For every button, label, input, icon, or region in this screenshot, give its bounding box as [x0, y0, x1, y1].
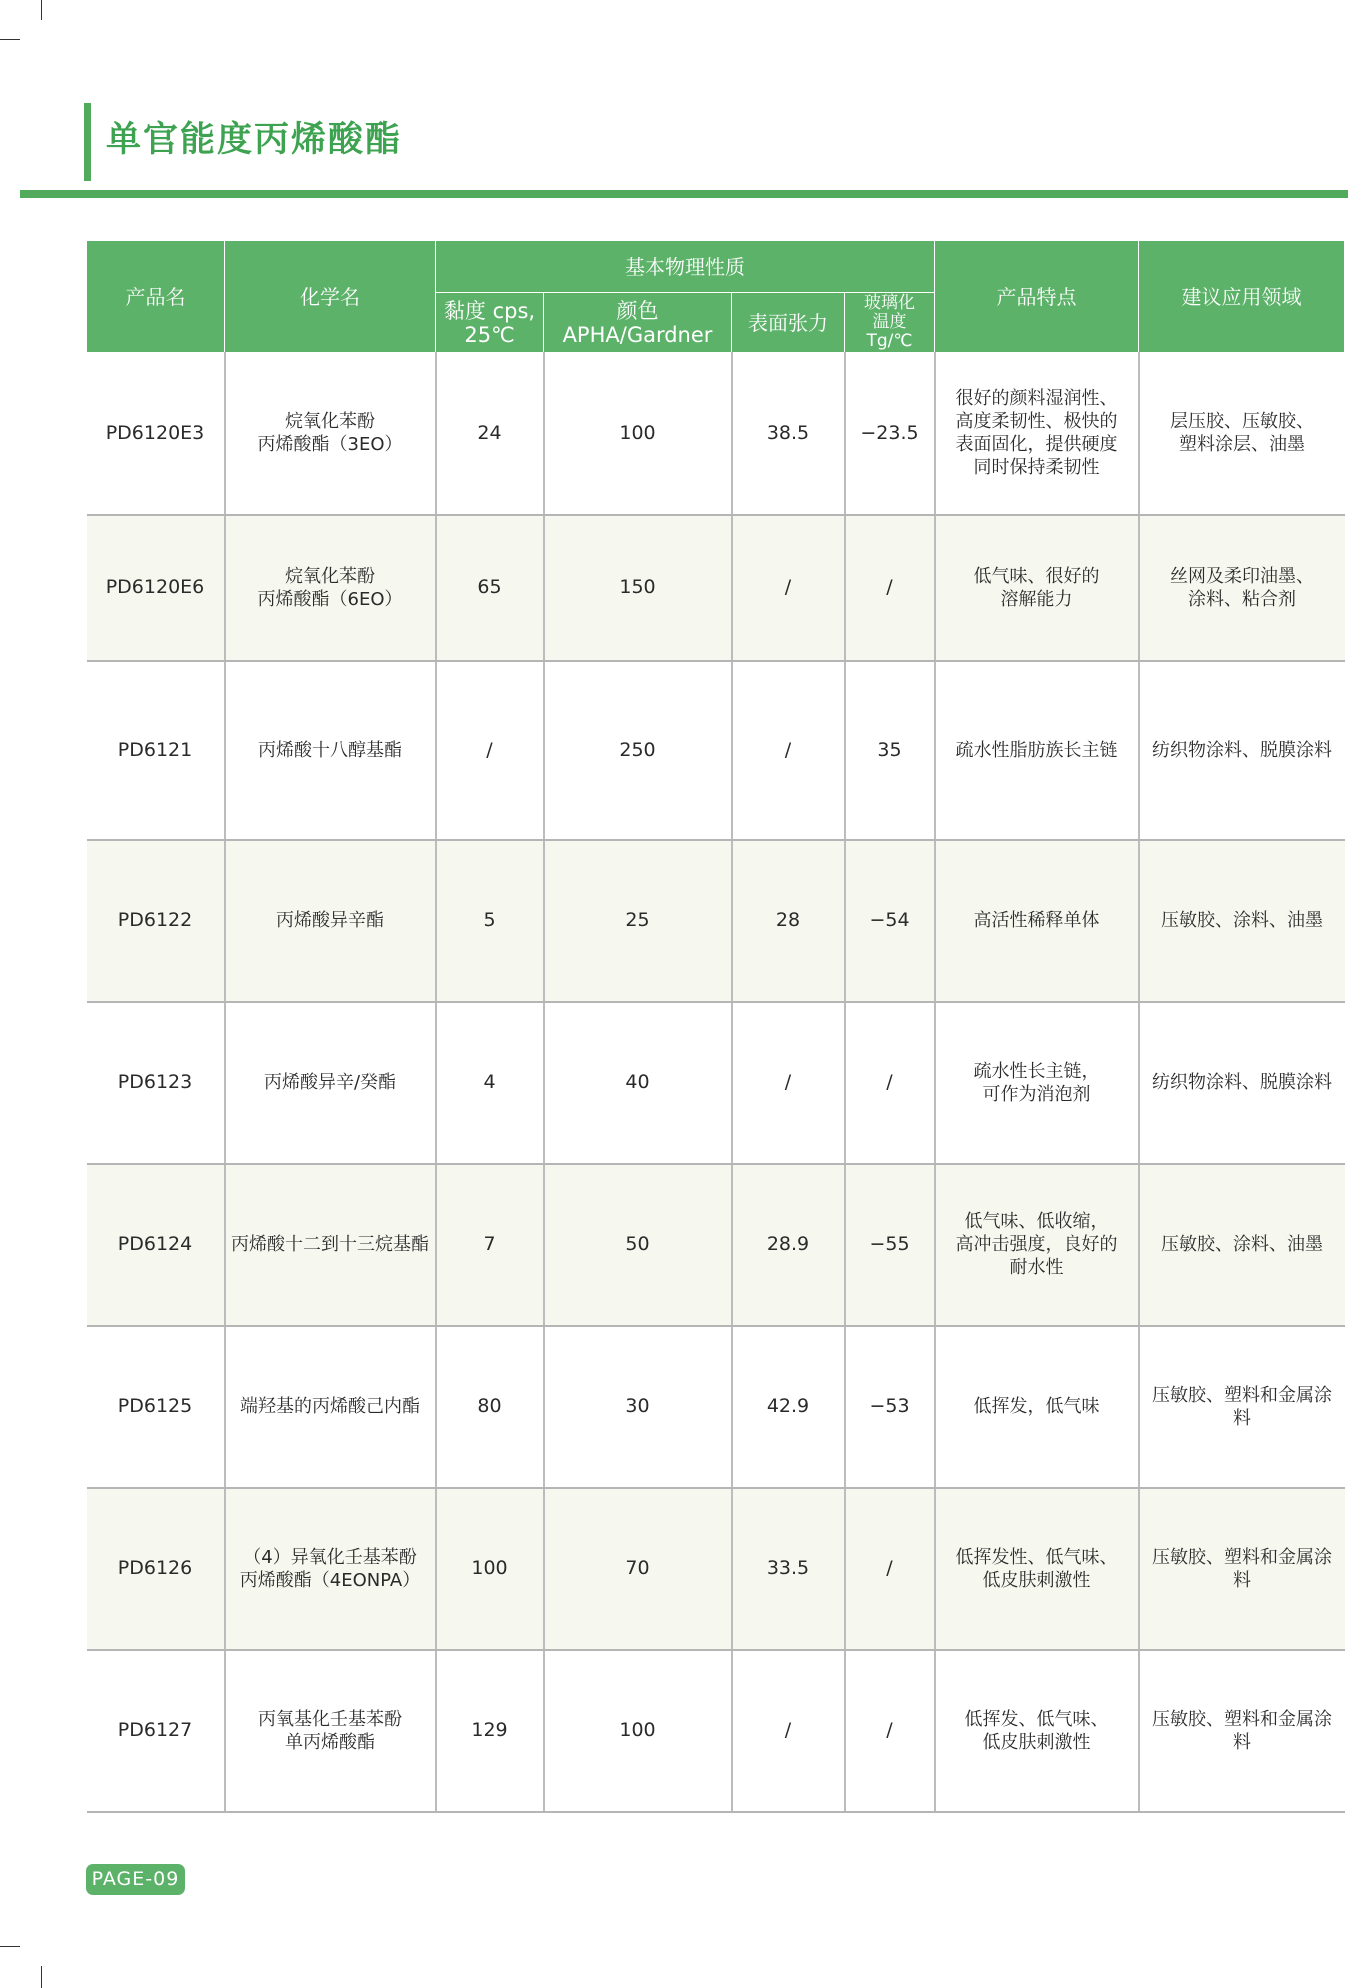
table-row	[87, 353, 1345, 515]
header-applications: 建议应用领域	[1139, 241, 1345, 353]
cell-tg: /	[845, 1488, 935, 1650]
cell-chemical: 丙烯酸异辛/癸酯	[225, 1002, 436, 1164]
cell-tg: 35	[845, 661, 935, 840]
table-row	[87, 1488, 1345, 1650]
cell-chemical: 端羟基的丙烯酸己内酯	[225, 1326, 436, 1488]
cell-chemical: 烷氧化苯酚 丙烯酸酯（6EO）	[225, 515, 436, 661]
cell-surface-tension: /	[732, 661, 845, 840]
cell-color: 50	[544, 1164, 732, 1326]
page-title: 单官能度丙烯酸酯	[106, 120, 403, 160]
cell-viscosity: 5	[436, 840, 544, 1002]
cell-product: PD6126	[87, 1488, 225, 1650]
cell-surface-tension: 42.9	[732, 1326, 845, 1488]
product-spec-table	[86, 240, 1345, 1813]
header-chemical-name: 化学名	[225, 241, 436, 353]
cell-surface-tension: 38.5	[732, 353, 845, 515]
cell-chemical: 丙烯酸异辛酯	[225, 840, 436, 1002]
cell-tg: /	[845, 515, 935, 661]
cell-color: 30	[544, 1326, 732, 1488]
crop-mark	[41, 1966, 42, 1988]
cell-features: 很好的颜料湿润性、 高度柔韧性、极快的 表面固化，提供硬度 同时保持柔韧性	[935, 353, 1139, 515]
cell-color: 100	[544, 1650, 732, 1812]
table-row	[87, 1002, 1345, 1164]
cell-features: 低挥发性、低气味、 低皮肤刺激性	[935, 1488, 1139, 1650]
cell-chemical: 丙烯酸十二到十三烷基酯	[225, 1164, 436, 1326]
cell-surface-tension: /	[732, 1002, 845, 1164]
cell-tg: −54	[845, 840, 935, 1002]
cell-features: 疏水性长主链， 可作为消泡剂	[935, 1002, 1139, 1164]
cell-chemical: （4）异氧化壬基苯酚 丙烯酸酯（4EONPA）	[225, 1488, 436, 1650]
cell-tg: /	[845, 1002, 935, 1164]
cell-applications: 压敏胶、涂料、油墨	[1139, 840, 1345, 1002]
table-row	[87, 1326, 1345, 1488]
title-divider	[20, 190, 1348, 198]
cell-viscosity: 24	[436, 353, 544, 515]
table-row	[87, 840, 1345, 1002]
crop-mark	[0, 1946, 20, 1947]
cell-features: 低挥发，低气味	[935, 1326, 1139, 1488]
cell-features: 高活性稀释单体	[935, 840, 1139, 1002]
cell-color: 25	[544, 840, 732, 1002]
cell-surface-tension: 28.9	[732, 1164, 845, 1326]
cell-product: PD6120E3	[87, 353, 225, 515]
cell-product: PD6125	[87, 1326, 225, 1488]
cell-surface-tension: /	[732, 1650, 845, 1812]
crop-mark	[41, 0, 42, 20]
cell-tg: −23.5	[845, 353, 935, 515]
header-color: 颜色 APHA/Gardner	[544, 293, 732, 353]
cell-features: 疏水性脂肪族长主链	[935, 661, 1139, 840]
cell-viscosity: 129	[436, 1650, 544, 1812]
cell-viscosity: 65	[436, 515, 544, 661]
title-accent-bar	[84, 103, 91, 181]
table-row	[87, 661, 1345, 840]
cell-viscosity: /	[436, 661, 544, 840]
cell-color: 100	[544, 353, 732, 515]
page-number-badge: PAGE-09	[86, 1864, 185, 1895]
header-product-name: 产品名	[87, 241, 225, 353]
cell-product: PD6123	[87, 1002, 225, 1164]
cell-chemical: 丙烯酸十八醇基酯	[225, 661, 436, 840]
cell-applications: 压敏胶、塑料和金属涂料	[1139, 1650, 1345, 1812]
crop-mark	[0, 39, 20, 40]
cell-product: PD6120E6	[87, 515, 225, 661]
cell-viscosity: 80	[436, 1326, 544, 1488]
cell-product: PD6127	[87, 1650, 225, 1812]
cell-color: 70	[544, 1488, 732, 1650]
cell-surface-tension: 28	[732, 840, 845, 1002]
cell-applications: 纺织物涂料、脱膜涂料	[1139, 661, 1345, 840]
cell-chemical: 烷氧化苯酚 丙烯酸酯（3EO）	[225, 353, 436, 515]
cell-features: 低挥发、低气味、 低皮肤刺激性	[935, 1650, 1139, 1812]
cell-color: 40	[544, 1002, 732, 1164]
cell-viscosity: 4	[436, 1002, 544, 1164]
header-features: 产品特点	[935, 241, 1139, 353]
cell-tg: −53	[845, 1326, 935, 1488]
cell-product: PD6124	[87, 1164, 225, 1326]
cell-color: 150	[544, 515, 732, 661]
cell-features: 低气味、低收缩， 高冲击强度，良好的 耐水性	[935, 1164, 1139, 1326]
table-row	[87, 515, 1345, 661]
table-header-row	[87, 241, 1345, 293]
table-row	[87, 1164, 1345, 1326]
table-row	[87, 1650, 1345, 1812]
cell-applications: 丝网及柔印油墨、 涂料、粘合剂	[1139, 515, 1345, 661]
cell-applications: 纺织物涂料、脱膜涂料	[1139, 1002, 1345, 1164]
cell-applications: 压敏胶、塑料和金属涂料	[1139, 1326, 1345, 1488]
cell-applications: 层压胶、压敏胶、 塑料涂层、油墨	[1139, 353, 1345, 515]
cell-chemical: 丙氧基化壬基苯酚 单丙烯酸酯	[225, 1650, 436, 1812]
cell-product: PD6122	[87, 840, 225, 1002]
header-surface-tension: 表面张力	[732, 293, 845, 353]
cell-viscosity: 7	[436, 1164, 544, 1326]
cell-product: PD6121	[87, 661, 225, 840]
header-tg: 玻璃化 温度 Tg/℃	[845, 293, 935, 353]
cell-features: 低气味、很好的 溶解能力	[935, 515, 1139, 661]
cell-viscosity: 100	[436, 1488, 544, 1650]
header-physical-properties: 基本物理性质	[436, 241, 935, 293]
cell-applications: 压敏胶、塑料和金属涂料	[1139, 1488, 1345, 1650]
cell-tg: −55	[845, 1164, 935, 1326]
cell-tg: /	[845, 1650, 935, 1812]
header-viscosity: 黏度 cps, 25℃	[436, 293, 544, 353]
cell-color: 250	[544, 661, 732, 840]
cell-surface-tension: 33.5	[732, 1488, 845, 1650]
cell-surface-tension: /	[732, 515, 845, 661]
cell-applications: 压敏胶、涂料、油墨	[1139, 1164, 1345, 1326]
